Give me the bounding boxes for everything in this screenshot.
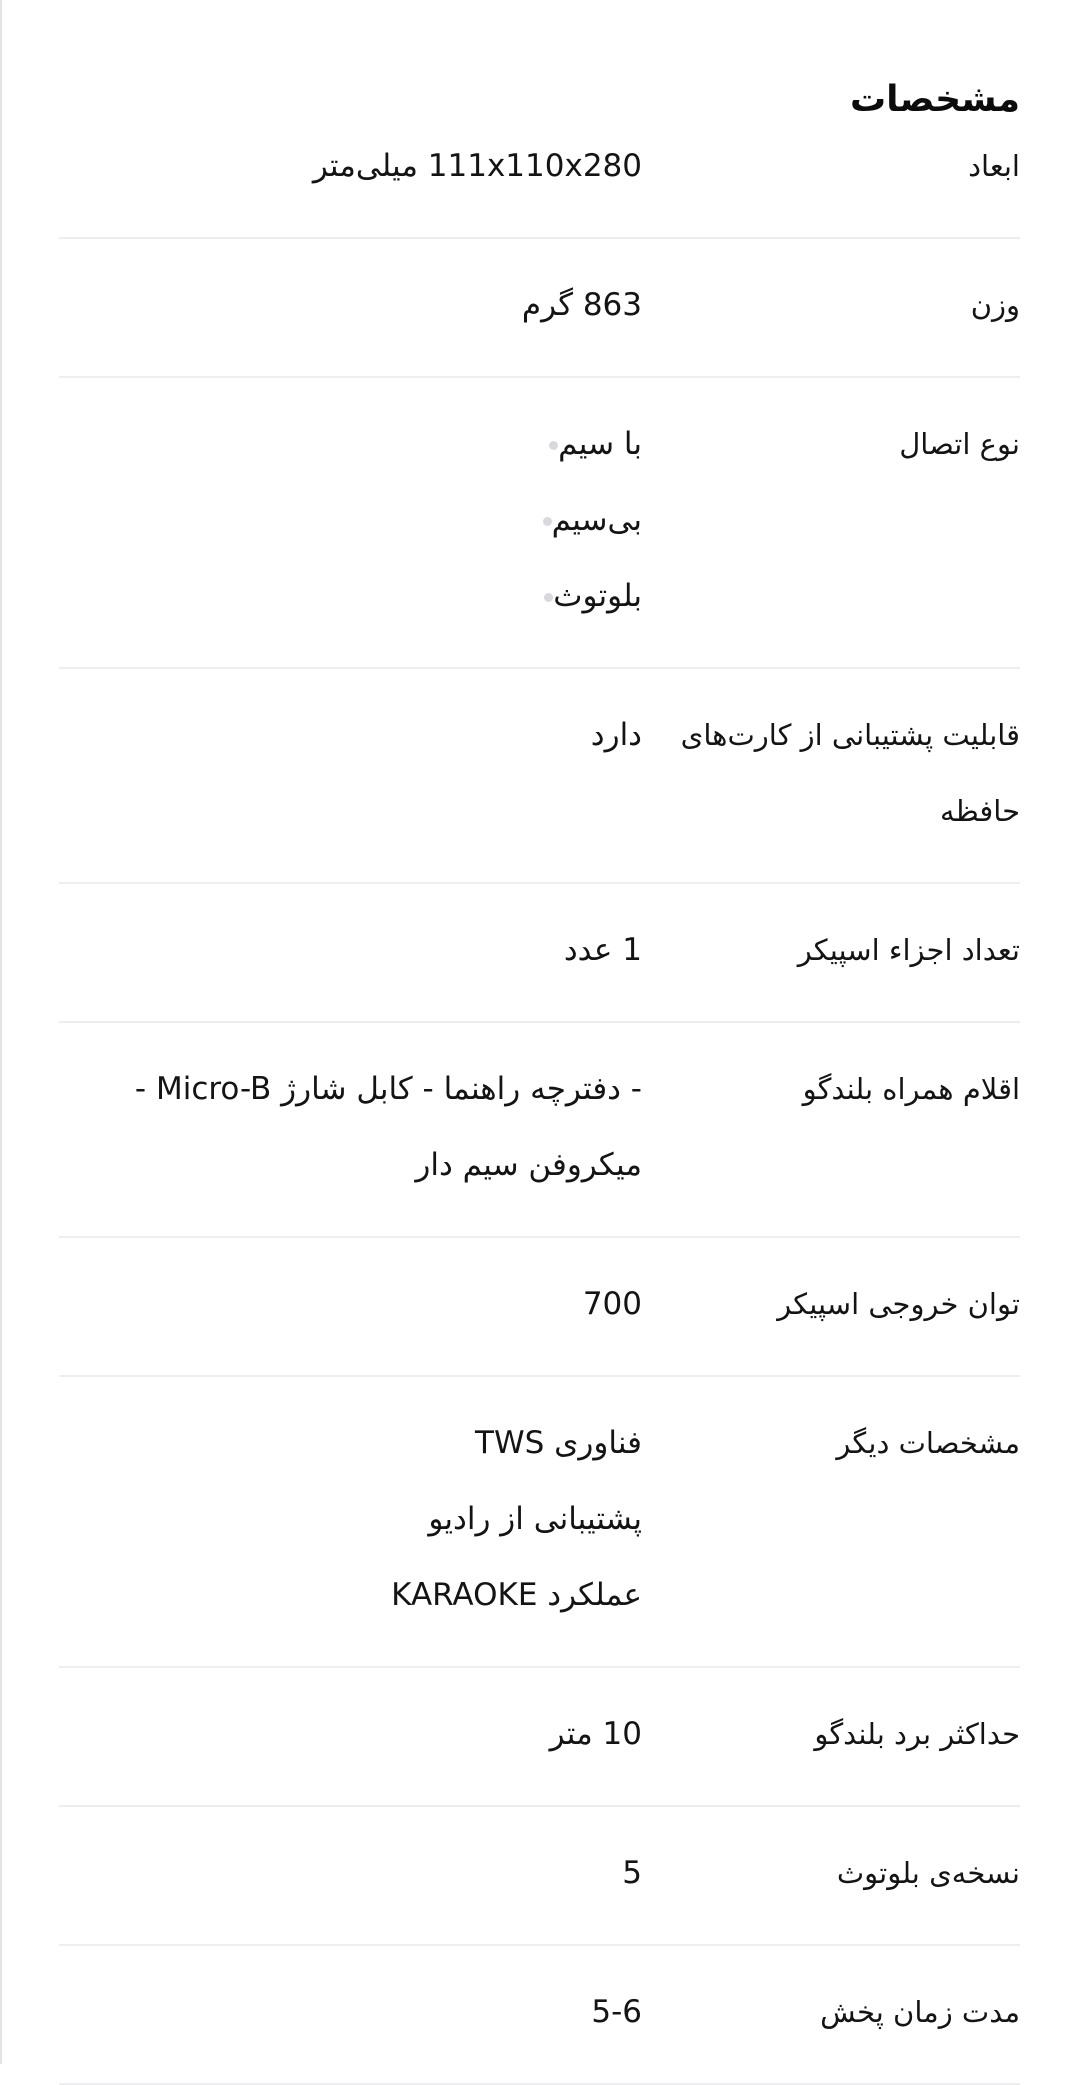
specifications-panel [59,0,1020,2085]
spec-value [59,1051,642,1203]
spec-key: مشخصات دیگر [836,1426,1020,1460]
spec-value [59,912,642,988]
spec-value [59,1266,642,1342]
spec-value-text: دارد [590,717,642,753]
spec-row [59,1377,1020,1668]
spec-row [59,884,1020,1023]
spec-value [59,1696,642,1772]
spec-values [59,912,660,988]
spec-key: وزن [970,288,1020,322]
spec-key: نسخه‌ی بلوتوث [836,1856,1020,1890]
spec-value [59,1405,642,1481]
spec-values [59,128,660,204]
spec-list [59,100,1020,2085]
spec-value [59,1557,642,1633]
spec-value-text: - دفترچه راهنما - کابل شارژ Micro-B - میکروفن سیم دار [134,1071,642,1183]
spec-values [59,1835,660,1911]
spec-values [59,1696,660,1772]
spec-value [59,1835,642,1911]
spec-value-text: 10 متر [549,1716,642,1752]
spec-row [59,1946,1020,2085]
spec-row [59,378,1020,669]
spec-value-text: 700 [582,1286,642,1322]
spec-key: قابلیت پشتیبانی از کارت‌های حافظه [680,718,1020,828]
spec-value-text: پشتیبانی از رادیو [428,1501,642,1537]
spec-values [59,697,660,849]
spec-value-bulleted [59,558,642,634]
spec-value-text: 5 [622,1855,642,1891]
spec-row [59,1238,1020,1377]
spec-value-text: بی‌سیم [551,502,642,538]
spec-key: اقلام همراه بلندگو [802,1072,1020,1106]
spec-values [59,267,660,343]
spec-value [59,128,642,204]
bullet-dot-icon [549,441,558,450]
spec-key: حداکثر برد بلندگو [814,1717,1020,1751]
spec-values [59,406,660,634]
spec-row [59,1668,1020,1807]
spec-value-text: عملکرد KARAOKE [391,1577,642,1613]
spec-value [59,697,642,773]
spec-key: مدت زمان پخش [820,1995,1020,2029]
section-title: مشخصات [849,79,1020,120]
spec-value-text: 5-6 [591,1994,642,2030]
spec-key: نوع اتصال [899,427,1020,461]
spec-value [59,267,642,343]
spec-key: توان خروجی اسپیکر [777,1287,1020,1321]
spec-value-text: 863 گرم [521,287,642,323]
spec-key: ابعاد [968,149,1020,183]
left-edge-divider [0,0,2,2064]
spec-row [59,1807,1020,1946]
spec-value [59,1481,642,1557]
spec-value [59,1974,642,2050]
spec-row [59,1023,1020,1238]
spec-value-text: فناوری TWS [475,1425,642,1461]
spec-values [59,1405,660,1633]
spec-value-bulleted [59,406,642,482]
bullet-dot-icon [543,517,552,526]
spec-value-bulleted [59,482,642,558]
spec-row [59,239,1020,378]
spec-value-text: 1 عدد [563,932,642,968]
spec-value-text: با سیم [558,426,642,462]
spec-value-text: بلوتوث [553,578,642,614]
spec-value-text: 111x110x280 میلی‌متر [312,148,642,184]
spec-row [59,669,1020,884]
spec-values [59,1974,660,2050]
spec-key: تعداد اجزاء اسپیکر [797,933,1020,967]
bullet-dot-icon [544,593,553,602]
spec-values [59,1266,660,1342]
spec-values [59,1051,660,1203]
